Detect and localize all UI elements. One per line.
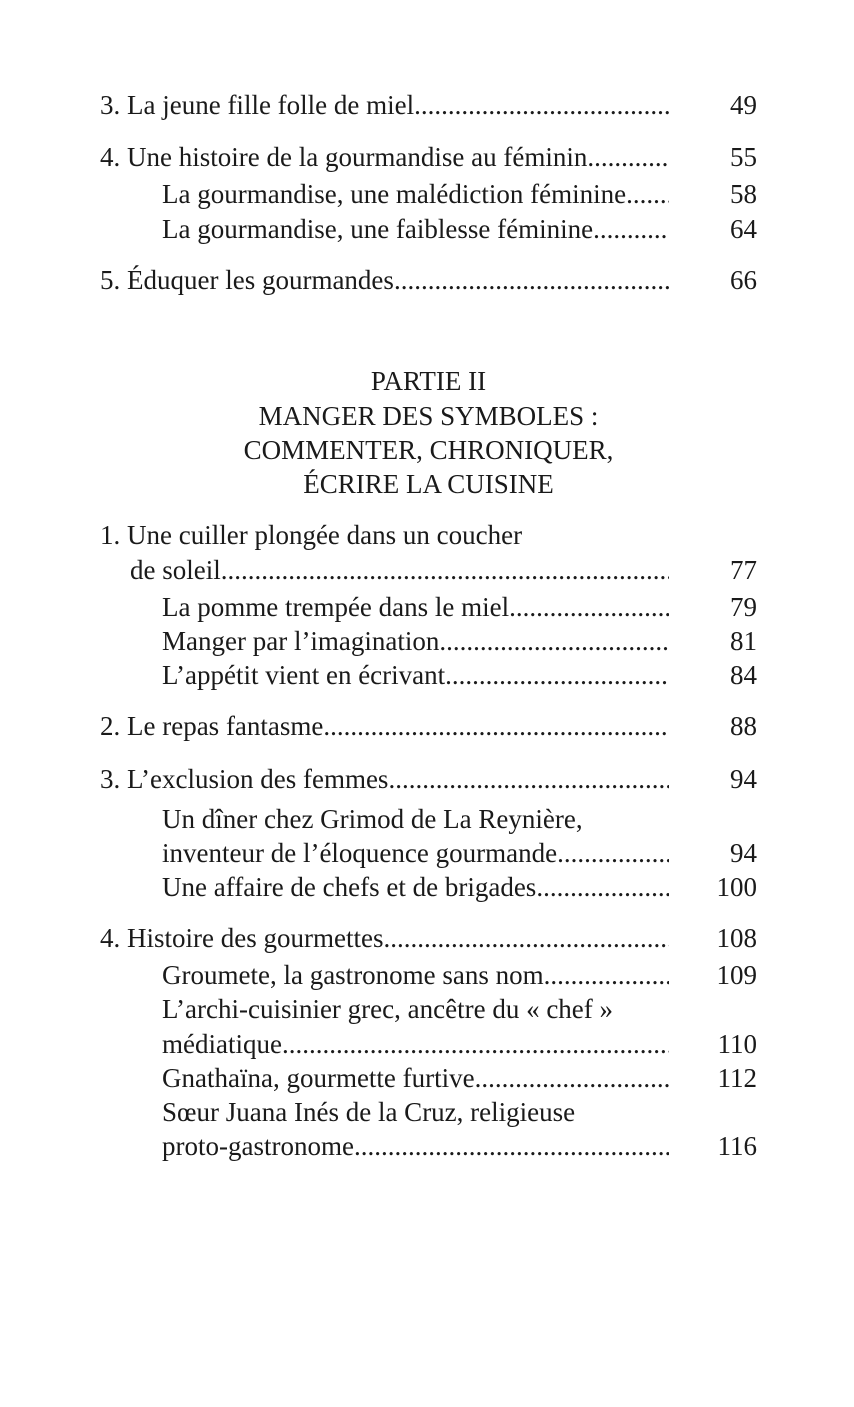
toc-entry-title: 3. La jeune fille folle de miel [100,90,415,120]
leader-dots [282,1027,669,1061]
toc-entry-title: Une affaire de chefs et de brigades [162,872,537,902]
leader-dots [414,88,669,122]
toc-entry-page: 116 [717,1131,757,1161]
leader-dots [388,762,669,796]
toc-entry [100,921,757,955]
toc-entry-title: La pomme trempée dans le miel [162,592,510,622]
toc-entry-title: L’appétit vient en écrivant [162,660,446,690]
toc-entry-title: Groumete, la gastronome sans nom [162,960,544,990]
toc-entry-page: 88 [730,711,757,741]
toc-entry [100,263,757,297]
toc-entry-title: Gnathaïna, gourmette furtive [162,1063,475,1093]
toc-subentry [162,590,757,624]
leader-dots [587,140,669,174]
toc-entry [100,88,757,122]
toc-entry-title: 4. Histoire des gourmettes [100,923,384,953]
part-title: COMMENTER, CHRONIQUER, [243,435,614,465]
toc-entry-page: 66 [730,265,757,295]
toc-subentry [162,212,757,246]
toc-subentry-title-line: L’archi-cuisinier grec, ancêtre du « chef » [162,994,614,1024]
toc-entry-title-line: 1. Une cuiller plongée dans un coucher [100,520,523,550]
toc-subentry [162,1027,757,1061]
toc-entry-page: 110 [717,1029,757,1059]
leader-dots [439,624,669,658]
part-title: ÉCRIRE LA CUISINE [303,469,554,499]
leader-dots [544,958,669,992]
leader-dots [536,870,669,904]
toc-entry-page: 64 [730,214,757,244]
toc-entry-page: 112 [717,1063,757,1093]
leader-dots [557,836,669,870]
toc-entry-page: 109 [716,960,757,990]
toc-entry-title: proto-gastronome [162,1131,354,1161]
toc-entry-title: inventeur de l’éloquence gourmande [162,838,558,868]
leader-dots [593,212,669,246]
toc-entry-page: 108 [716,923,757,953]
toc-subentry-title-line: Un dîner chez Grimod de La Reynière, [162,804,583,834]
toc-entry-page: 94 [730,838,757,868]
leader-dots [394,263,669,297]
toc-entry-page: 55 [730,142,757,172]
toc-entry-page: 79 [730,592,757,622]
toc-entry-title: de soleil [130,555,221,585]
toc-subentry [162,177,757,211]
toc-entry-title: 4. Une histoire de la gourmandise au féminin [100,142,588,172]
leader-dots [383,921,669,955]
toc-entry [100,762,757,796]
toc-entry-page: 77 [730,555,757,585]
toc-entry-page: 49 [730,90,757,120]
toc-entry-page: 81 [730,626,757,656]
part-title: MANGER DES SYMBOLES : [258,401,599,431]
leader-dots [354,1129,669,1163]
toc-entry [100,709,757,743]
toc-subentry [162,958,757,992]
toc-subentry [162,1061,757,1095]
leader-dots [323,709,669,743]
toc-entry-page: 100 [716,872,757,902]
leader-dots [626,177,669,211]
toc-entry-page: 58 [730,179,757,209]
leader-dots [445,658,669,692]
part-heading: PARTIE II [370,366,487,396]
toc-subentry [162,870,757,904]
toc-entry-title: La gourmandise, une faiblesse féminine [162,214,594,244]
toc-subentry [162,836,757,870]
toc-entry-title: 2. Le repas fantasme [100,711,324,741]
toc-entry-title: 5. Éduquer les gourmandes [100,265,394,295]
toc-entry-title: 3. L’exclusion des femmes [100,764,389,794]
leader-dots [475,1061,669,1095]
leader-dots [509,590,669,624]
toc-subentry [162,1129,757,1163]
leader-dots [221,553,669,587]
toc-entry-title: Manger par l’imagination [162,626,440,656]
toc-subentry [162,624,757,658]
toc-entry-page: 94 [730,764,757,794]
toc-entry-title: médiatique [162,1029,282,1059]
toc-subentry [162,658,757,692]
toc-entry [130,553,757,587]
toc-entry-page: 84 [730,660,757,690]
toc-entry [100,140,757,174]
toc-subentry-title-line: Sœur Juana Inés de la Cruz, religieuse [162,1097,576,1127]
toc-entry-title: La gourmandise, une malédiction féminine [162,179,627,209]
